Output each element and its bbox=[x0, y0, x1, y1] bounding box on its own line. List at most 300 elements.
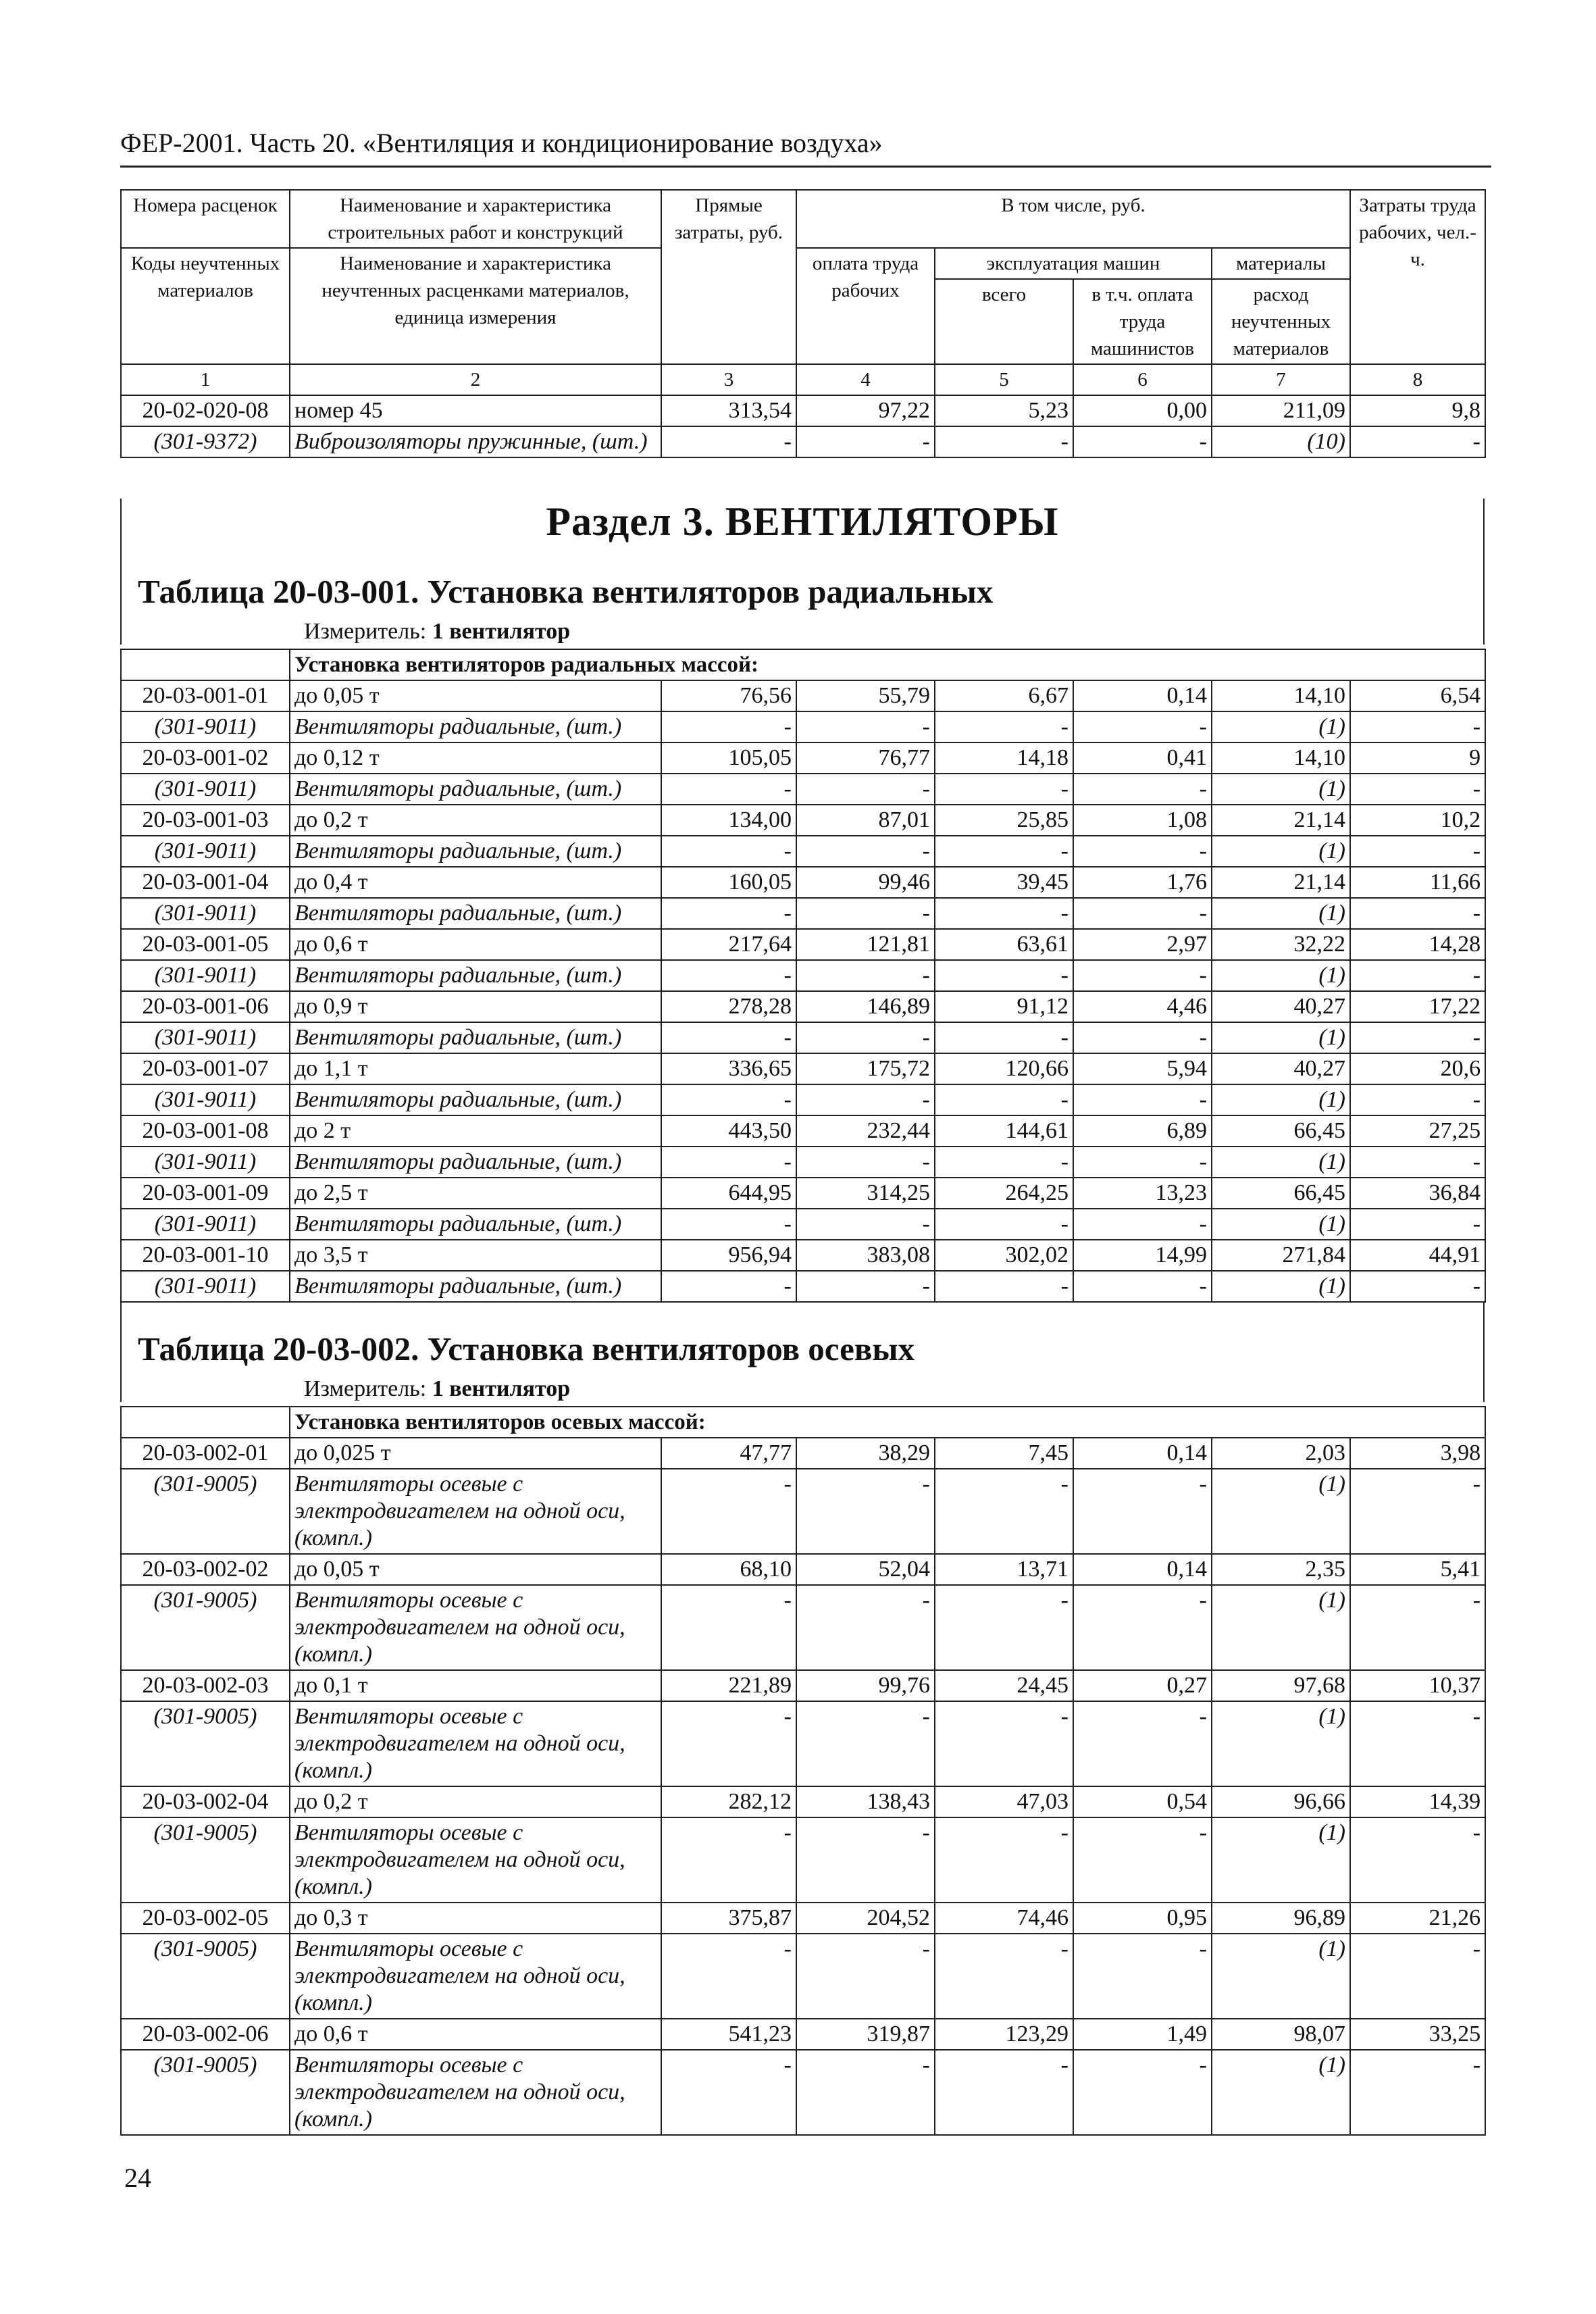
table-row bbox=[121, 2019, 1485, 2050]
materials-cost: 40,27 bbox=[1212, 1053, 1350, 1084]
material-name: Вентиляторы осевые с электродвигателем на одной оси, (компл.) bbox=[290, 1934, 661, 2019]
direct-cost: 956,94 bbox=[661, 1240, 796, 1271]
dash: - bbox=[1350, 2050, 1485, 2135]
rate-code: 20-03-001-01 bbox=[121, 680, 290, 711]
direct-cost: 217,64 bbox=[661, 929, 796, 960]
material-code: (301-9011) bbox=[121, 960, 290, 991]
rate-code: 20-03-002-05 bbox=[121, 1903, 290, 1934]
table1 bbox=[120, 649, 1486, 1303]
dash: - bbox=[935, 426, 1073, 457]
direct-cost: 221,89 bbox=[661, 1670, 796, 1701]
machinist-pay: 1,76 bbox=[1073, 867, 1212, 898]
materials-cost: 32,22 bbox=[1212, 929, 1350, 960]
dash: - bbox=[1350, 711, 1485, 743]
dash: - bbox=[661, 1084, 796, 1115]
labor-hours: 33,25 bbox=[1350, 2019, 1485, 2050]
materials-cost: 66,45 bbox=[1212, 1178, 1350, 1209]
col2-header-top: Наименование и характеристика строительных работ и конструкций bbox=[290, 190, 661, 248]
material-name: Вентиляторы радиальные, (шт.) bbox=[290, 836, 661, 867]
material-row bbox=[121, 1585, 1485, 1670]
material-name: Вентиляторы радиальные, (шт.) bbox=[290, 1147, 661, 1178]
materials-cost: 66,45 bbox=[1212, 1115, 1350, 1147]
material-row bbox=[121, 836, 1485, 867]
dash: - bbox=[1350, 1084, 1485, 1115]
dash: - bbox=[935, 1209, 1073, 1240]
dash: - bbox=[1073, 426, 1212, 457]
material-code: (301-9011) bbox=[121, 711, 290, 743]
machinist-pay: 1,49 bbox=[1073, 2019, 1212, 2050]
machines-total: 14,18 bbox=[935, 743, 1073, 774]
materials-cost: 96,66 bbox=[1212, 1786, 1350, 1817]
labor-hours: 36,84 bbox=[1350, 1178, 1485, 1209]
rate-name: до 0,05 т bbox=[290, 1554, 661, 1585]
material-code: (301-9011) bbox=[121, 1271, 290, 1302]
rate-code: 20-03-002-04 bbox=[121, 1786, 290, 1817]
dash: - bbox=[796, 1701, 935, 1786]
col4-header: оплата труда рабочих bbox=[796, 248, 935, 364]
dash: - bbox=[935, 1147, 1073, 1178]
labor-hours: 9 bbox=[1350, 743, 1485, 774]
material-row bbox=[121, 1084, 1485, 1115]
direct-cost: 282,12 bbox=[661, 1786, 796, 1817]
dash: - bbox=[935, 1934, 1073, 2019]
material-qty: (1) bbox=[1212, 1817, 1350, 1903]
meter-value: 1 вентилятор bbox=[432, 1376, 571, 1401]
material-name: Вентиляторы осевые с электродвигателем на одной оси, (компл.) bbox=[290, 1585, 661, 1670]
dash: - bbox=[796, 1585, 935, 1670]
col-number: 8 bbox=[1350, 364, 1485, 395]
table-row bbox=[121, 805, 1485, 836]
dash: - bbox=[935, 1271, 1073, 1302]
dash: - bbox=[661, 426, 796, 457]
machinist-pay: 0,27 bbox=[1073, 1670, 1212, 1701]
materials-cost: 98,07 bbox=[1212, 2019, 1350, 2050]
col5-header: всего bbox=[935, 279, 1073, 364]
dash: - bbox=[935, 1585, 1073, 1670]
dash: - bbox=[1073, 1084, 1212, 1115]
machines-total: 24,45 bbox=[935, 1670, 1073, 1701]
rate-code: 20-03-002-02 bbox=[121, 1554, 290, 1585]
rate-code: 20-03-002-01 bbox=[121, 1438, 290, 1469]
column-header-table bbox=[120, 189, 1486, 458]
dash: - bbox=[935, 1469, 1073, 1554]
dash: - bbox=[1073, 2050, 1212, 2135]
table-row bbox=[121, 1240, 1485, 1271]
materials-cost: 14,10 bbox=[1212, 680, 1350, 711]
rate-name: до 0,025 т bbox=[290, 1438, 661, 1469]
machinist-pay: 0,95 bbox=[1073, 1903, 1212, 1934]
dash: - bbox=[661, 711, 796, 743]
labor-cost: 76,77 bbox=[796, 743, 935, 774]
material-qty: (1) bbox=[1212, 1022, 1350, 1053]
materials-cost: 96,89 bbox=[1212, 1903, 1350, 1934]
rate-code: 20-03-001-08 bbox=[121, 1115, 290, 1147]
material-code: (301-9011) bbox=[121, 1209, 290, 1240]
material-code: (301-9011) bbox=[121, 774, 290, 805]
dash: - bbox=[935, 774, 1073, 805]
col2-header-bottom: Наименование и характеристика неучтенных расценками материалов, единица измерения bbox=[290, 248, 661, 364]
dash: - bbox=[796, 774, 935, 805]
material-code: (301-9005) bbox=[121, 1817, 290, 1903]
material-qty: (1) bbox=[1212, 1209, 1350, 1240]
dash: - bbox=[661, 1271, 796, 1302]
dash: - bbox=[661, 836, 796, 867]
table1-group-title: Установка вентиляторов радиальных массой: bbox=[290, 649, 1485, 680]
machinist-pay: 4,46 bbox=[1073, 991, 1212, 1022]
dash: - bbox=[661, 1934, 796, 2019]
material-name: Вентиляторы радиальные, (шт.) bbox=[290, 774, 661, 805]
dash: - bbox=[796, 960, 935, 991]
direct-cost: 134,00 bbox=[661, 805, 796, 836]
labor-cost: 146,89 bbox=[796, 991, 935, 1022]
dash: - bbox=[661, 898, 796, 929]
dash: - bbox=[935, 1817, 1073, 1903]
direct-cost: 336,65 bbox=[661, 1053, 796, 1084]
material-qty: (1) bbox=[1212, 1469, 1350, 1554]
rate-name: до 0,9 т bbox=[290, 991, 661, 1022]
dash: - bbox=[1350, 1022, 1485, 1053]
material-row bbox=[121, 898, 1485, 929]
material-name: Вентиляторы осевые с электродвигателем на одной оси, (компл.) bbox=[290, 2050, 661, 2135]
machinist-pay: 13,23 bbox=[1073, 1178, 1212, 1209]
rate-name: до 0,6 т bbox=[290, 929, 661, 960]
col-number: 1 bbox=[121, 364, 290, 395]
dash: - bbox=[661, 1701, 796, 1786]
machines-total: 144,61 bbox=[935, 1115, 1073, 1147]
material-code: (301-9011) bbox=[121, 1022, 290, 1053]
table-row bbox=[121, 1554, 1485, 1585]
material-qty: (1) bbox=[1212, 1147, 1350, 1178]
labor-hours: 6,54 bbox=[1350, 680, 1485, 711]
table-row bbox=[121, 743, 1485, 774]
material-name: Вентиляторы радиальные, (шт.) bbox=[290, 711, 661, 743]
labor-hours: 17,22 bbox=[1350, 991, 1485, 1022]
table-row bbox=[121, 867, 1485, 898]
document-frame bbox=[120, 189, 1485, 2136]
dash: - bbox=[1073, 836, 1212, 867]
material-row bbox=[121, 1817, 1485, 1903]
meter-label: Измеритель: bbox=[304, 619, 427, 644]
incl-header: В том числе, руб. bbox=[796, 190, 1350, 248]
material-name: Вентиляторы осевые с электродвигателем на одной оси, (компл.) bbox=[290, 1817, 661, 1903]
rate-name: до 0,3 т bbox=[290, 1903, 661, 1934]
dash: - bbox=[935, 836, 1073, 867]
rate-name: до 0,2 т bbox=[290, 1786, 661, 1817]
material-row bbox=[121, 1022, 1485, 1053]
materials-cost: 2,03 bbox=[1212, 1438, 1350, 1469]
labor-hours: 14,39 bbox=[1350, 1786, 1485, 1817]
rate-code: 20-03-001-05 bbox=[121, 929, 290, 960]
direct-cost: 644,95 bbox=[661, 1178, 796, 1209]
machines-total: 39,45 bbox=[935, 867, 1073, 898]
materials-cost: 2,35 bbox=[1212, 1554, 1350, 1585]
material-code: (301-9005) bbox=[121, 1469, 290, 1554]
rate-name: до 0,2 т bbox=[290, 805, 661, 836]
machines-total: 47,03 bbox=[935, 1786, 1073, 1817]
machinist-pay: 0,54 bbox=[1073, 1786, 1212, 1817]
rate-name: до 0,12 т bbox=[290, 743, 661, 774]
machinist-pay: 1,08 bbox=[1073, 805, 1212, 836]
labor-cost: 138,43 bbox=[796, 1786, 935, 1817]
material-name: Вентиляторы радиальные, (шт.) bbox=[290, 960, 661, 991]
rate-code: 20-03-001-06 bbox=[121, 991, 290, 1022]
dash: - bbox=[661, 1817, 796, 1903]
dash: - bbox=[1073, 1934, 1212, 2019]
machinist-pay: 6,89 bbox=[1073, 1115, 1212, 1147]
machinist-pay: 0,14 bbox=[1073, 680, 1212, 711]
table-row bbox=[121, 929, 1485, 960]
machines-total: 123,29 bbox=[935, 2019, 1073, 2050]
materials-cost: 40,27 bbox=[1212, 991, 1350, 1022]
dash: - bbox=[661, 1469, 796, 1554]
dash: - bbox=[1073, 960, 1212, 991]
material-row bbox=[121, 1147, 1485, 1178]
dash: - bbox=[1350, 1817, 1485, 1903]
dash: - bbox=[796, 1817, 935, 1903]
section-title: Раздел 3. ВЕНТИЛЯТОРЫ bbox=[546, 499, 1059, 544]
rate-code: 20-03-001-10 bbox=[121, 1240, 290, 1271]
dash: - bbox=[1073, 1701, 1212, 1786]
labor-cost: 383,08 bbox=[796, 1240, 935, 1271]
labor-hours: 20,6 bbox=[1350, 1053, 1485, 1084]
dash: - bbox=[1073, 1147, 1212, 1178]
table-row bbox=[121, 680, 1485, 711]
dash: - bbox=[1073, 1585, 1212, 1670]
table1-title: Таблица 20-03-001. Установка вентиляторов радиальных bbox=[138, 573, 994, 610]
col1-header-top: Номера расценок bbox=[121, 190, 290, 248]
col-number: 7 bbox=[1212, 364, 1350, 395]
machines-header: эксплуатация машин bbox=[935, 248, 1212, 279]
dash: - bbox=[796, 1084, 935, 1115]
machines-total: 63,61 bbox=[935, 929, 1073, 960]
labor-cost: 314,25 bbox=[796, 1178, 935, 1209]
material-qty: (1) bbox=[1212, 836, 1350, 867]
labor-cost: 232,44 bbox=[796, 1115, 935, 1147]
dash: - bbox=[1350, 898, 1485, 929]
material-code: (301-9005) bbox=[121, 2050, 290, 2135]
rate-name: до 0,05 т bbox=[290, 680, 661, 711]
labor-hours: 14,28 bbox=[1350, 929, 1485, 960]
labor-cost: 38,29 bbox=[796, 1438, 935, 1469]
dash: - bbox=[796, 2050, 935, 2135]
material-name: Вентиляторы радиальные, (шт.) bbox=[290, 1209, 661, 1240]
dash: - bbox=[1073, 774, 1212, 805]
labor-cost: 175,72 bbox=[796, 1053, 935, 1084]
dash: - bbox=[661, 1585, 796, 1670]
machinist-pay: 0,14 bbox=[1073, 1554, 1212, 1585]
section-block-2 bbox=[120, 1303, 1485, 1402]
machines-total: 13,71 bbox=[935, 1554, 1073, 1585]
dash: - bbox=[661, 1147, 796, 1178]
labor-cost: 55,79 bbox=[796, 680, 935, 711]
dash: - bbox=[1350, 1934, 1485, 2019]
direct-cost: 375,87 bbox=[661, 1903, 796, 1934]
material-row bbox=[121, 960, 1485, 991]
labor-hours: 10,37 bbox=[1350, 1670, 1485, 1701]
col8-header: Затраты труда рабочих, чел.-ч. bbox=[1350, 190, 1485, 364]
rate-code: 20-02-020-08 bbox=[121, 395, 290, 426]
material-qty: (1) bbox=[1212, 898, 1350, 929]
material-row bbox=[121, 774, 1485, 805]
table-row bbox=[121, 395, 1485, 426]
direct-cost: 313,54 bbox=[661, 395, 796, 426]
machines-total: 7,45 bbox=[935, 1438, 1073, 1469]
dash: - bbox=[935, 960, 1073, 991]
rate-name: до 3,5 т bbox=[290, 1240, 661, 1271]
materials-cost: 271,84 bbox=[1212, 1240, 1350, 1271]
material-row bbox=[121, 2050, 1485, 2135]
dash: - bbox=[796, 711, 935, 743]
table-row bbox=[121, 1903, 1485, 1934]
direct-cost: 443,50 bbox=[661, 1115, 796, 1147]
dash: - bbox=[796, 836, 935, 867]
direct-cost: 76,56 bbox=[661, 680, 796, 711]
dash: - bbox=[1073, 898, 1212, 929]
material-name: Вентиляторы осевые с электродвигателем на одной оси, (компл.) bbox=[290, 1701, 661, 1786]
rate-code: 20-03-002-06 bbox=[121, 2019, 290, 2050]
machinist-pay: 0,00 bbox=[1073, 395, 1212, 426]
material-row bbox=[121, 426, 1485, 457]
material-row bbox=[121, 1209, 1485, 1240]
rate-name: до 2,5 т bbox=[290, 1178, 661, 1209]
dash: - bbox=[661, 1209, 796, 1240]
material-name: Виброизоляторы пружинные, (шт.) bbox=[290, 426, 661, 457]
col7-header: расход неучтенных материалов bbox=[1212, 279, 1350, 364]
table2-meter bbox=[304, 1376, 1483, 1402]
dash: - bbox=[1350, 1209, 1485, 1240]
labor-cost: 204,52 bbox=[796, 1903, 935, 1934]
col-number: 5 bbox=[935, 364, 1073, 395]
rate-code: 20-03-001-09 bbox=[121, 1178, 290, 1209]
dash: - bbox=[1073, 1209, 1212, 1240]
material-qty: (1) bbox=[1212, 960, 1350, 991]
material-code: (301-9011) bbox=[121, 898, 290, 929]
labor-hours: 44,91 bbox=[1350, 1240, 1485, 1271]
material-qty: (1) bbox=[1212, 711, 1350, 743]
direct-cost: 541,23 bbox=[661, 2019, 796, 2050]
dash: - bbox=[935, 1022, 1073, 1053]
dash: - bbox=[796, 426, 935, 457]
rate-code: 20-03-001-03 bbox=[121, 805, 290, 836]
dash: - bbox=[935, 898, 1073, 929]
material-row bbox=[121, 1701, 1485, 1786]
labor-cost: 99,76 bbox=[796, 1670, 935, 1701]
dash: - bbox=[796, 1469, 935, 1554]
table-row bbox=[121, 991, 1485, 1022]
material-qty: (1) bbox=[1212, 1934, 1350, 2019]
material-row bbox=[121, 1469, 1485, 1554]
machines-total: 74,46 bbox=[935, 1903, 1073, 1934]
col-number: 4 bbox=[796, 364, 935, 395]
machines-total: 264,25 bbox=[935, 1178, 1073, 1209]
section-block bbox=[120, 499, 1485, 645]
dash: - bbox=[1073, 1271, 1212, 1302]
rate-name: до 0,1 т bbox=[290, 1670, 661, 1701]
material-code: (301-9005) bbox=[121, 1585, 290, 1670]
dash: - bbox=[1350, 774, 1485, 805]
rate-name: до 0,4 т bbox=[290, 867, 661, 898]
dash: - bbox=[935, 1084, 1073, 1115]
material-qty: (10) bbox=[1212, 426, 1350, 457]
rate-code: 20-03-001-07 bbox=[121, 1053, 290, 1084]
dash: - bbox=[1350, 1271, 1485, 1302]
machinist-pay: 2,97 bbox=[1073, 929, 1212, 960]
rate-name: до 2 т bbox=[290, 1115, 661, 1147]
rate-name: до 1,1 т bbox=[290, 1053, 661, 1084]
materials-cost: 14,10 bbox=[1212, 743, 1350, 774]
table-row bbox=[121, 1670, 1485, 1701]
dash: - bbox=[1350, 426, 1485, 457]
direct-cost: 47,77 bbox=[661, 1438, 796, 1469]
material-code: (301-9005) bbox=[121, 1701, 290, 1786]
direct-cost: 160,05 bbox=[661, 867, 796, 898]
labor-hours: 5,41 bbox=[1350, 1554, 1485, 1585]
materials-cost: 21,14 bbox=[1212, 867, 1350, 898]
dash: - bbox=[796, 1209, 935, 1240]
labor-hours: 9,8 bbox=[1350, 395, 1485, 426]
dash: - bbox=[1350, 1147, 1485, 1178]
material-row bbox=[121, 1934, 1485, 2019]
dash: - bbox=[661, 774, 796, 805]
rate-name: до 0,6 т bbox=[290, 2019, 661, 2050]
col6-header: в т.ч. оплата труда машинистов bbox=[1073, 279, 1212, 364]
table2-group-title: Установка вентиляторов осевых массой: bbox=[290, 1407, 1485, 1438]
material-name: Вентиляторы осевые с электродвигателем на одной оси, (компл.) bbox=[290, 1469, 661, 1554]
material-name: Вентиляторы радиальные, (шт.) bbox=[290, 1022, 661, 1053]
dash: - bbox=[935, 711, 1073, 743]
direct-cost: 278,28 bbox=[661, 991, 796, 1022]
table-row bbox=[121, 1786, 1485, 1817]
dash: - bbox=[935, 1701, 1073, 1786]
labor-cost: 52,04 bbox=[796, 1554, 935, 1585]
direct-cost: 68,10 bbox=[661, 1554, 796, 1585]
dash: - bbox=[661, 2050, 796, 2135]
material-name: Вентиляторы радиальные, (шт.) bbox=[290, 1271, 661, 1302]
table1-meter bbox=[304, 619, 1483, 645]
materials-header: материалы bbox=[1212, 248, 1350, 279]
col3-header: Прямые затраты, руб. bbox=[661, 190, 796, 364]
material-qty: (1) bbox=[1212, 774, 1350, 805]
col1-header-bottom: Коды неучтенных материалов bbox=[121, 248, 290, 364]
materials-cost: 21,14 bbox=[1212, 805, 1350, 836]
dash: - bbox=[1073, 1817, 1212, 1903]
machinist-pay: 5,94 bbox=[1073, 1053, 1212, 1084]
machines-total: 302,02 bbox=[935, 1240, 1073, 1271]
labor-hours: 11,66 bbox=[1350, 867, 1485, 898]
page-header: ФЕР-2001. Часть 20. «Вентиляция и кондиционирование воздуха» bbox=[120, 127, 1491, 168]
materials-cost: 211,09 bbox=[1212, 395, 1350, 426]
machinist-pay: 0,14 bbox=[1073, 1438, 1212, 1469]
table-row bbox=[121, 1053, 1485, 1084]
dash: - bbox=[661, 1022, 796, 1053]
material-row bbox=[121, 711, 1485, 743]
labor-cost: 319,87 bbox=[796, 2019, 935, 2050]
dash: - bbox=[796, 1022, 935, 1053]
material-code: (301-9011) bbox=[121, 1084, 290, 1115]
material-name: Вентиляторы радиальные, (шт.) bbox=[290, 898, 661, 929]
material-row bbox=[121, 1271, 1485, 1302]
dash: - bbox=[935, 2050, 1073, 2135]
meter-value: 1 вентилятор bbox=[432, 619, 571, 644]
material-qty: (1) bbox=[1212, 2050, 1350, 2135]
material-name: Вентиляторы радиальные, (шт.) bbox=[290, 1084, 661, 1115]
rate-code: 20-03-002-03 bbox=[121, 1670, 290, 1701]
material-qty: (1) bbox=[1212, 1701, 1350, 1786]
labor-hours: 10,2 bbox=[1350, 805, 1485, 836]
dash: - bbox=[1350, 1469, 1485, 1554]
meter-label: Измеритель: bbox=[304, 1376, 427, 1401]
dash: - bbox=[1073, 711, 1212, 743]
